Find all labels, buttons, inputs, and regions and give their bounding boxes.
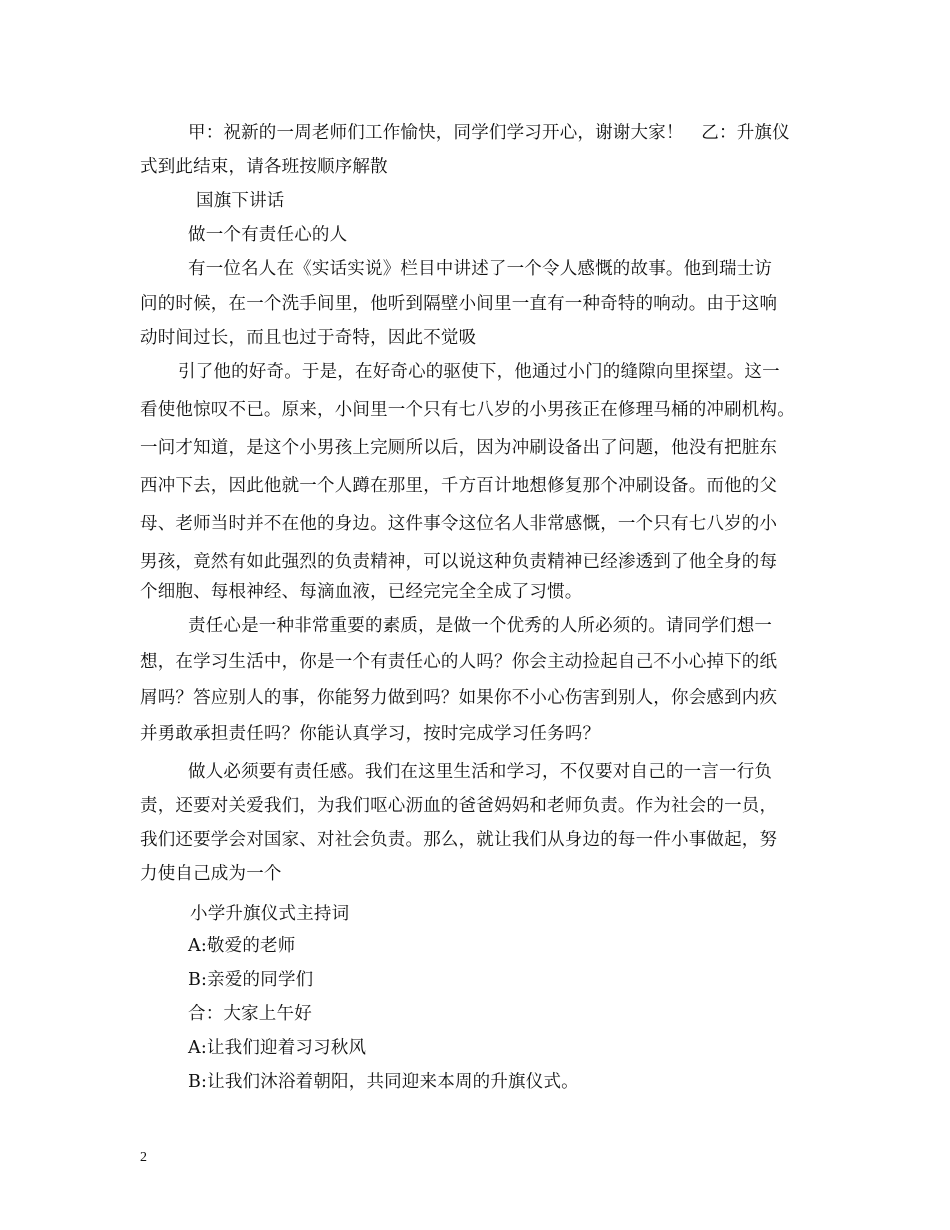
- script-line: A:敬爱的老师: [188, 936, 296, 956]
- text-line: 有一位名人在《实话实说》栏目中讲述了一个令人感慨的故事。他到瑞士访: [188, 259, 773, 279]
- text-line: 我们还要学会对国家、对社会负责。那么，就让我们从身边的每一件小事做起，努: [140, 830, 778, 850]
- text-line: 想，在学习生活中，你是一个有责任心的人吗？你会主动捡起自己不小心掉下的纸: [140, 652, 778, 672]
- text-line: 责任心是一种非常重要的素质，是做一个优秀的人所必须的。请同学们想一: [188, 616, 773, 636]
- text-line: 一问才知道，是这个小男孩上完厕所以后，因为冲刷设备出了问题，他没有把脏东: [140, 438, 778, 458]
- heading-national-flag-speech: 国旗下讲话: [196, 191, 285, 211]
- script-line: 合：大家上午好: [188, 1004, 312, 1024]
- text-line: 引了他的好奇。于是，在好奇心的驱使下，他通过小门的缝隙向里探望。这一: [178, 362, 780, 382]
- text-line: 问的时候，在一个洗手间里，他听到隔壁小间里一直有一种奇特的响动。由于这响: [140, 294, 778, 314]
- script-line: B:亲爱的同学们: [188, 970, 314, 990]
- text-line: 动时间过长，而且也过于奇特，因此不觉吸: [140, 328, 477, 348]
- text-line: 母、老师当时并不在他的身边。这件事令这位名人非常感慨，一个只有七八岁的小: [140, 514, 778, 534]
- text-line: 责，还要对关爱我们，为我们呕心沥血的爸爸妈妈和老师负责。作为社会的一员，: [140, 796, 778, 816]
- text-line: 个细胞、每根神经、每滴血液，已经完完全全成了习惯。: [140, 582, 583, 602]
- text-line: 看使他惊叹不已。原来，小间里一个只有七八岁的小男孩正在修理马桶的冲刷机构。: [140, 400, 795, 420]
- script-line: A:让我们迎着习习秋风: [188, 1038, 367, 1058]
- text-line: 甲：祝新的一周老师们工作愉快，同学们学习开心，谢谢大家！ 乙：升旗仪: [188, 123, 790, 143]
- text-line: 做人必须要有责任感。我们在这里生活和学习，不仅要对自己的一言一行负: [188, 762, 773, 782]
- page-number: 2: [140, 1150, 147, 1165]
- text-line: 力使自己成为一个: [140, 864, 282, 884]
- host-script-title: 小学升旗仪式主持词: [190, 904, 350, 924]
- text-line: 男孩，竟然有如此强烈的负责精神，可以说这种负责精神已经渗透到了他全身的每: [140, 552, 778, 572]
- speech-title: 做一个有责任心的人: [188, 225, 348, 245]
- text-line: 屑吗？答应别人的事，你能努力做到吗？如果你不小心伤害到别人，你会感到内疚: [140, 688, 778, 708]
- script-line: B:让我们沐浴着朝阳，共同迎来本周的升旗仪式。: [188, 1072, 579, 1092]
- text-line: 式到此结束，请各班按顺序解散: [140, 157, 388, 177]
- text-line: 西冲下去，因此他就一个人蹲在那里，千方百计地想修复那个冲刷设备。而他的父: [140, 476, 778, 496]
- text-line: 并勇敢承担责任吗？你能认真学习，按时完成学习任务吗？: [140, 724, 601, 744]
